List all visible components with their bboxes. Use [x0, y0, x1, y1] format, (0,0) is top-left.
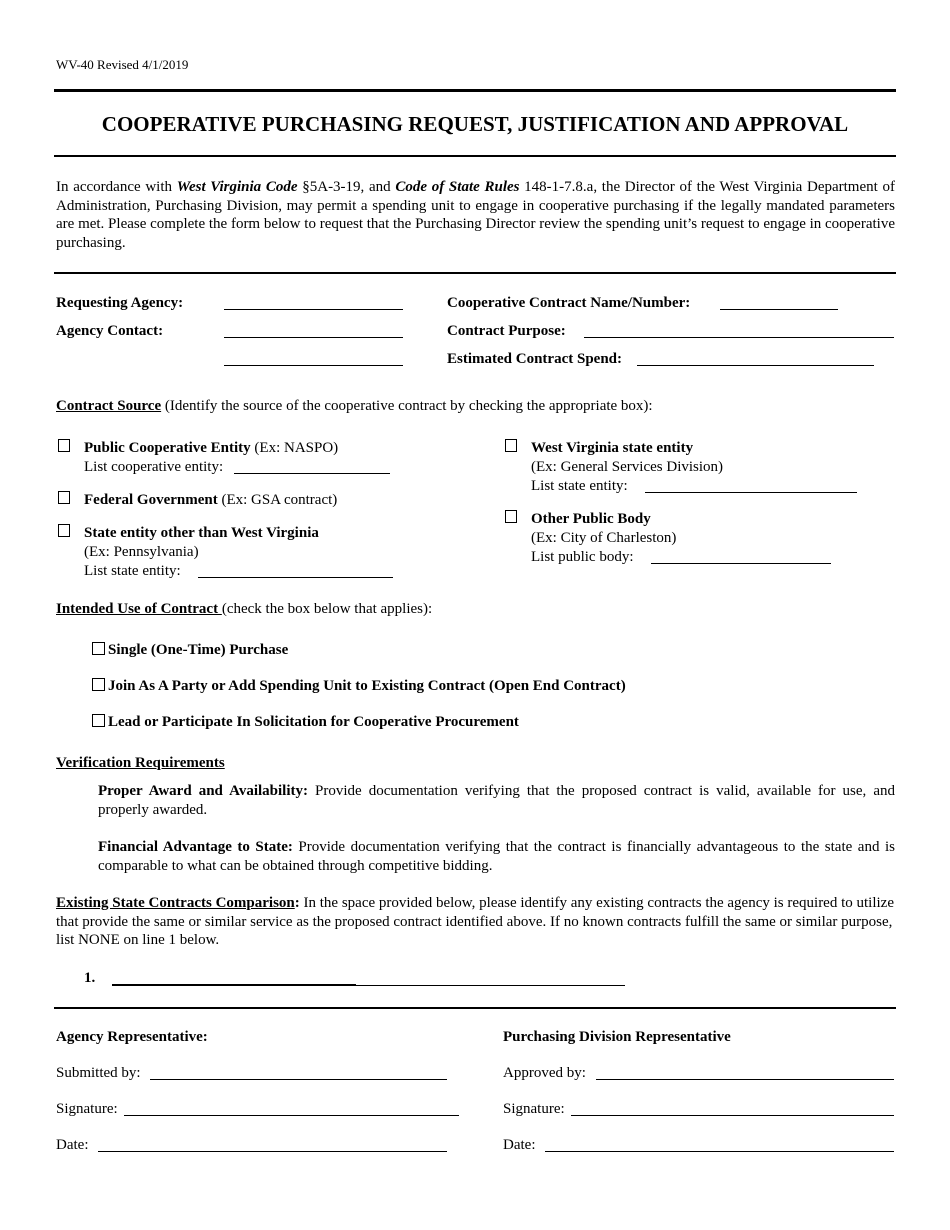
contract-purpose-label: Contract Purpose: — [447, 323, 566, 339]
contract-name-field[interactable] — [720, 309, 838, 310]
estimated-spend-field[interactable] — [637, 365, 874, 366]
title-rule — [54, 155, 896, 157]
wv-state-example: (Ex: General Services Division) — [531, 459, 724, 475]
state-rules-ref: Code of State Rules — [395, 179, 520, 195]
wv-state-checkbox[interactable] — [505, 439, 517, 452]
section-rule — [54, 272, 896, 274]
purchasing-rep-heading: Purchasing Division Representative — [503, 1029, 731, 1045]
approved-by-field[interactable] — [596, 1079, 894, 1080]
other-state-list-field[interactable] — [198, 577, 393, 578]
requesting-agency-label: Requesting Agency: — [56, 295, 184, 311]
signature-rule — [54, 1007, 896, 1009]
intended-use-heading: Intended Use of Contract (check the box below that applies): — [56, 601, 433, 617]
public-body-option: Other Public Body — [531, 511, 651, 527]
wv-state-option: West Virginia state entity — [531, 440, 694, 456]
public-body-list-field[interactable] — [651, 563, 831, 564]
purchasing-signature-label: Signature: — [503, 1101, 565, 1117]
agency-date-field[interactable] — [98, 1151, 447, 1152]
agency-contact-label: Agency Contact: — [56, 323, 164, 339]
verification-heading: Verification Requirements — [56, 755, 225, 771]
public-coop-list-field[interactable] — [234, 473, 390, 474]
federal-option: Federal Government (Ex: GSA contract) — [84, 492, 338, 508]
comparison-line-1-bold[interactable] — [112, 984, 356, 986]
form-id: WV-40 Revised 4/1/2019 — [56, 57, 189, 72]
agency-rep-heading: Agency Representative: — [56, 1029, 208, 1045]
agency-contact-field[interactable] — [224, 337, 403, 338]
lead-solicitation-checkbox[interactable] — [92, 714, 105, 727]
agency-contact-field-2[interactable] — [224, 365, 403, 366]
purchasing-signature-field[interactable] — [571, 1115, 894, 1116]
public-coop-checkbox[interactable] — [58, 439, 70, 452]
join-contract-option[interactable]: Join As A Party or Add Spending Unit to Existing Contract (Open End Contract) — [92, 677, 626, 696]
wv-state-list-label: List state entity: — [531, 478, 628, 494]
public-body-example: (Ex: City of Charleston) — [531, 530, 677, 546]
wv-code-ref: West Virginia Code — [176, 179, 298, 195]
comparison-paragraph: Existing State Contracts Comparison: In the space provided below, please identify any existing contracts the agency is required to utilize that provide the same or similar service as the proposed contract identified above. If no known contracts fulfill the same or similar purpose, list NONE on line 1 below. — [56, 895, 894, 948]
requesting-agency-field[interactable] — [224, 309, 403, 310]
public-coop-option: Public Cooperative Entity (Ex: NASPO) — [84, 440, 339, 456]
submitted-by-field[interactable] — [150, 1079, 447, 1080]
public-body-list-label: List public body: — [531, 549, 634, 565]
estimated-spend-label: Estimated Contract Spend: — [447, 351, 622, 367]
agency-signature-field[interactable] — [124, 1115, 459, 1116]
purchasing-date-field[interactable] — [545, 1151, 894, 1152]
single-purchase-option[interactable]: Single (One-Time) Purchase — [92, 641, 288, 660]
wv-state-list-field[interactable] — [645, 492, 857, 493]
other-state-option: State entity other than West Virginia — [84, 525, 319, 541]
public-coop-list-label: List cooperative entity: — [84, 459, 224, 475]
award-requirement: Proper Award and Availability: Provide documentation verifying that the proposed contract is valid, available for use, and properly awarded. — [98, 783, 895, 818]
purchasing-date-label: Date: — [503, 1137, 536, 1153]
agency-signature-label: Signature: — [56, 1101, 118, 1117]
other-state-example: (Ex: Pennsylvania) — [84, 544, 199, 560]
public-body-checkbox[interactable] — [505, 510, 517, 523]
contract-source-heading: Contract Source (Identify the source of the cooperative contract by checking the appropriate box): — [56, 398, 653, 414]
other-state-checkbox[interactable] — [58, 524, 70, 537]
join-contract-checkbox[interactable] — [92, 678, 105, 691]
single-purchase-checkbox[interactable] — [92, 642, 105, 655]
top-rule — [54, 89, 896, 92]
page-title: COOPERATIVE PURCHASING REQUEST, JUSTIFICATION AND APPROVAL — [101, 112, 849, 136]
submitted-by-label: Submitted by: — [56, 1065, 141, 1081]
approved-by-label: Approved by: — [503, 1065, 586, 1081]
intro-paragraph: In accordance with West Virginia Code §5A-3-19, and Code of State Rules 148-1-7.8.a, the Director of the West Virginia Department of Administration, Purchasing Division, may permit a spending unit to engage in cooperative purchasing if the legally mandated parameters are met. Please complete the form below to request that the Purchasing Director review the spending unit’s request to engage in cooperative purchasing. — [56, 179, 895, 251]
other-state-list-label: List state entity: — [84, 563, 181, 579]
contract-name-label: Cooperative Contract Name/Number: — [447, 295, 691, 311]
contract-purpose-field[interactable] — [584, 337, 894, 338]
line-number-1: 1. — [84, 970, 96, 986]
lead-solicitation-option[interactable]: Lead or Participate In Solicitation for Cooperative Procurement — [92, 713, 519, 732]
agency-date-label: Date: — [56, 1137, 89, 1153]
federal-checkbox[interactable] — [58, 491, 70, 504]
comparison-line-1[interactable] — [356, 985, 625, 986]
financial-requirement: Financial Advantage to State: Provide documentation verifying that the contract is financially advantageous to the state and is comparable to what can be obtained through competitive bidding. — [98, 839, 895, 874]
